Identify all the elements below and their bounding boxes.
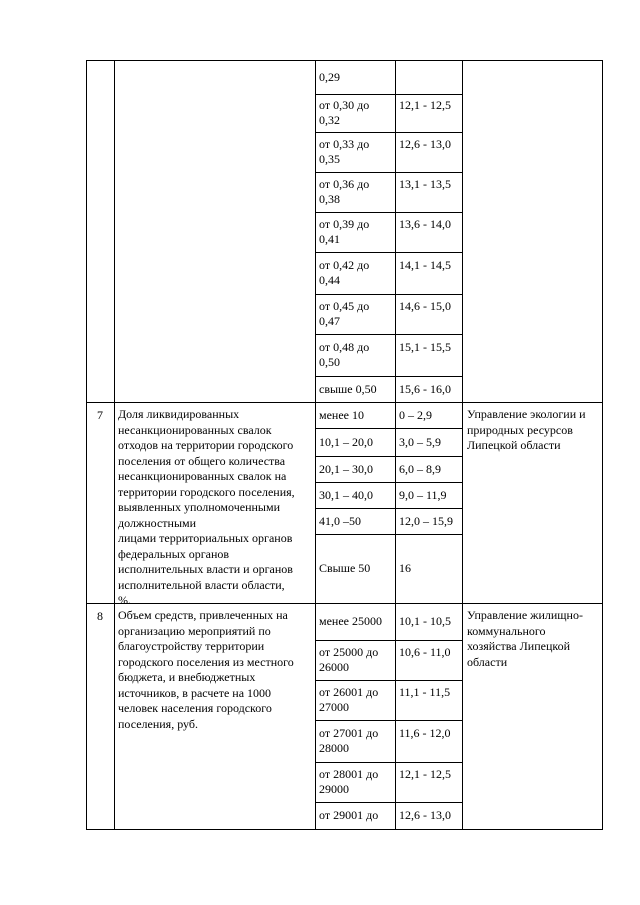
grade-range-cell: Свыше 50 <box>319 561 371 575</box>
table-row-border <box>86 60 603 61</box>
grade-range-cell: 41,0 –50 <box>319 513 361 528</box>
grade-row-border <box>315 294 463 295</box>
responsible-department: Управление жилищно- коммунального хозяйства Липецкой области <box>467 608 583 669</box>
responsible-department: Управление экологии и природных ресурсов Липецкой области <box>467 407 586 452</box>
grade-row-border <box>315 720 463 721</box>
table-row-border <box>86 402 603 403</box>
grade-row-border <box>315 94 463 95</box>
grade-row-border <box>315 762 463 763</box>
grade-row-border <box>315 508 463 509</box>
grade-score-cell: 13,6 - 14,0 <box>399 217 451 231</box>
grade-row-border <box>315 252 463 253</box>
grade-score-cell: 15,1 - 15,5 <box>399 340 451 354</box>
grade-score-cell: 15,6 - 16,0 <box>399 381 451 396</box>
grade-range-cell: от 0,36 до 0,38 <box>319 177 370 206</box>
grade-score-cell: 11,6 - 12,0 <box>399 726 451 740</box>
grade-row-border <box>315 456 463 457</box>
grade-range-cell: от 27001 до 28000 <box>319 726 379 755</box>
grade-row-border <box>315 680 463 681</box>
grade-score-cell: 3,0 – 5,9 <box>399 434 441 449</box>
table-column-border <box>114 60 115 830</box>
indicator-text: Объем средств, привлеченных на организацию мероприятий по благоустройству территории городского поселения из местного бюджета, и внебюджетных источников, в расчете на 1000 человек населения городского поселения, руб. <box>118 608 294 731</box>
grade-score-cell: 12,0 – 15,9 <box>399 513 453 528</box>
grade-score-cell: 9,0 – 11,9 <box>399 487 447 502</box>
grade-row-border <box>315 334 463 335</box>
grade-range-cell: от 29001 до <box>319 808 379 822</box>
grade-range-cell: свыше 0,50 <box>319 381 377 396</box>
grade-range-cell: 20,1 – 30,0 <box>319 461 373 476</box>
grade-score-cell: 12,6 - 13,0 <box>399 137 451 151</box>
grade-score-cell: 6,0 – 8,9 <box>399 461 441 476</box>
row-number: 7 <box>97 408 103 422</box>
grade-range-cell: от 0,42 до 0,44 <box>319 258 370 287</box>
table-column-border <box>86 60 87 830</box>
grade-score-cell: 10,6 - 11,0 <box>399 645 451 659</box>
grade-row-border <box>315 376 463 377</box>
grade-range-cell: от 0,30 до 0,32 <box>319 98 370 127</box>
grade-score-cell: 0 – 2,9 <box>399 407 432 422</box>
grade-range-cell: от 26001 до 27000 <box>319 685 379 714</box>
grade-row-border <box>315 172 463 173</box>
grade-range-cell: 30,1 – 40,0 <box>319 487 373 502</box>
grade-range-cell: менее 10 <box>319 407 364 422</box>
grade-row-border <box>315 802 463 803</box>
grade-range-cell: от 0,33 до 0,35 <box>319 137 370 166</box>
grade-row-border <box>315 534 463 535</box>
grade-score-cell: 14,6 - 15,0 <box>399 299 451 313</box>
grade-range-cell: менее 25000 <box>319 614 382 628</box>
grade-row-border <box>315 132 463 133</box>
grade-score-cell: 12,1 - 12,5 <box>399 767 451 781</box>
table-column-border <box>315 60 316 830</box>
grade-score-cell: 13,1 - 13,5 <box>399 177 451 191</box>
grade-range-cell: от 0,39 до 0,41 <box>319 217 370 246</box>
grade-range-cell: от 0,48 до 0,50 <box>319 340 370 369</box>
table-column-border <box>602 60 603 830</box>
grade-range-cell: 0,29 <box>319 69 340 84</box>
indicator-text: Доля ликвидированных несанкционированных свалок отходов на территории городского поселения от общего количества несанкционированных свалок на территории городского поселения, выявленных уполномоченными должностными лицами территориальных органов федеральных органов исполнительных власти и органов исполнительной власти области, %. <box>118 407 295 607</box>
grade-range-cell: от 28001 до 29000 <box>319 767 379 796</box>
grade-score-cell: 10,1 - 10,5 <box>399 614 451 628</box>
grade-score-cell: 16 <box>399 561 411 575</box>
grade-row-border <box>315 428 463 429</box>
grade-score-cell: 14,1 - 14,5 <box>399 258 451 272</box>
grade-score-cell: 12,1 - 12,5 <box>399 98 451 112</box>
table-column-border <box>462 60 463 830</box>
grade-score-cell: 12,6 - 13,0 <box>399 808 451 822</box>
grade-row-border <box>315 640 463 641</box>
grade-score-cell: 11,1 - 11,5 <box>399 685 451 699</box>
row-number: 8 <box>97 609 103 623</box>
grade-range-cell: от 0,45 до 0,47 <box>319 299 370 328</box>
grade-row-border <box>315 482 463 483</box>
grade-row-border <box>315 212 463 213</box>
grade-range-cell: 10,1 – 20,0 <box>319 434 373 449</box>
grade-range-cell: от 25000 до 26000 <box>319 645 379 674</box>
table-row-border <box>86 829 603 830</box>
table-column-border <box>395 60 396 830</box>
